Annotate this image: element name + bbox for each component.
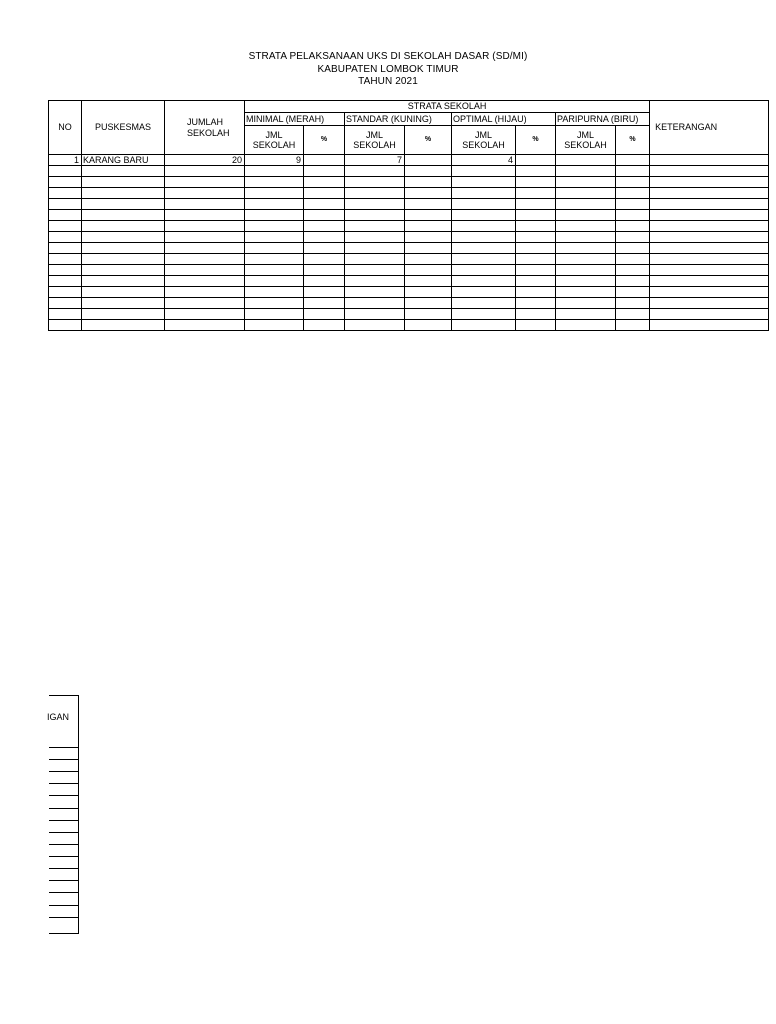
- row-optimal-pct: [516, 166, 556, 177]
- table-row: [49, 166, 769, 177]
- row-no: [49, 265, 82, 276]
- fragment-row-line: [49, 795, 78, 796]
- table-row: [49, 210, 769, 221]
- header-paripurna: PARIPURNA (BIRU): [557, 113, 639, 124]
- row-optimal-jml: [452, 166, 516, 177]
- row-paripurna-pct: [616, 320, 650, 331]
- row-standar-pct: [405, 254, 452, 265]
- row-jumlah-sekolah: [165, 265, 245, 276]
- row-jumlah-sekolah: 20: [165, 155, 245, 166]
- row-optimal-pct: [516, 276, 556, 287]
- row-jumlah-sekolah: [165, 232, 245, 243]
- row-optimal-jml: [452, 188, 516, 199]
- row-paripurna-pct: [616, 199, 650, 210]
- row-keterangan: [650, 210, 769, 221]
- row-standar-pct: [405, 276, 452, 287]
- table-row: [49, 232, 769, 243]
- row-minimal-pct: [304, 276, 345, 287]
- row-standar-jml: [345, 177, 405, 188]
- row-minimal-jml: [245, 320, 304, 331]
- row-jumlah-sekolah: [165, 177, 245, 188]
- row-jumlah-sekolah: [165, 188, 245, 199]
- row-minimal-pct: [304, 232, 345, 243]
- row-standar-jml: [345, 243, 405, 254]
- row-minimal-jml: 9: [245, 155, 304, 166]
- row-jumlah-sekolah: [165, 221, 245, 232]
- row-optimal-pct: [516, 243, 556, 254]
- row-optimal-jml: [452, 298, 516, 309]
- row-no: [49, 254, 82, 265]
- row-puskesmas: [82, 210, 165, 221]
- table-row: [49, 243, 769, 254]
- row-no: 1: [49, 155, 82, 166]
- strata-table: [48, 100, 769, 331]
- row-standar-pct: [405, 243, 452, 254]
- header-no: NO: [49, 101, 82, 155]
- row-no: [49, 210, 82, 221]
- table-row: [49, 309, 769, 320]
- row-paripurna-jml: [556, 254, 616, 265]
- row-standar-pct: [405, 298, 452, 309]
- fragment-row-line: [49, 832, 78, 833]
- row-standar-pct: [405, 199, 452, 210]
- row-optimal-jml: [452, 265, 516, 276]
- row-puskesmas: [82, 232, 165, 243]
- row-minimal-jml: [245, 199, 304, 210]
- row-paripurna-pct: [616, 210, 650, 221]
- row-keterangan: [650, 309, 769, 320]
- row-optimal-jml: [452, 232, 516, 243]
- row-optimal-pct: [516, 287, 556, 298]
- fragment-row-line: [49, 759, 78, 760]
- fragment-row-line: [49, 747, 78, 748]
- row-jumlah-sekolah: [165, 309, 245, 320]
- table-row: [49, 155, 769, 166]
- row-paripurna-pct: [616, 243, 650, 254]
- header-optimal-jml: JML SEKOLAH: [452, 126, 516, 155]
- row-optimal-jml: [452, 177, 516, 188]
- row-optimal-pct: [516, 254, 556, 265]
- row-standar-jml: [345, 221, 405, 232]
- row-minimal-jml: [245, 210, 304, 221]
- row-paripurna-pct: [616, 265, 650, 276]
- row-jumlah-sekolah: [165, 210, 245, 221]
- row-paripurna-jml: [556, 243, 616, 254]
- row-puskesmas: [82, 221, 165, 232]
- fragment-row-line: [49, 771, 78, 772]
- report-title: [0, 51, 776, 89]
- row-optimal-jml: [452, 210, 516, 221]
- row-minimal-pct: [304, 221, 345, 232]
- row-paripurna-jml: [556, 298, 616, 309]
- fragment-row-line: [49, 868, 78, 869]
- row-minimal-pct: [304, 254, 345, 265]
- table-row: [49, 276, 769, 287]
- row-optimal-pct: [516, 188, 556, 199]
- header-minimal-jml: JML SEKOLAH: [245, 126, 304, 155]
- row-keterangan: [650, 166, 769, 177]
- title-line-1: STRATA PELAKSANAAN UKS DI SEKOLAH DASAR (SD/MI): [248, 51, 528, 62]
- row-minimal-pct: [304, 155, 345, 166]
- title-line-2: KABUPATEN LOMBOK TIMUR: [317, 63, 459, 75]
- fragment-row-line: [49, 695, 78, 696]
- row-optimal-pct: [516, 232, 556, 243]
- row-optimal-jml: [452, 243, 516, 254]
- row-standar-pct: [405, 265, 452, 276]
- title-line-3: TAHUN 2021: [358, 76, 418, 87]
- row-puskesmas: [82, 188, 165, 199]
- table-row: [49, 177, 769, 188]
- row-optimal-jml: [452, 287, 516, 298]
- row-paripurna-jml: [556, 166, 616, 177]
- row-paripurna-jml: [556, 232, 616, 243]
- header-minimal: MINIMAL (MERAH): [246, 113, 325, 124]
- row-no: [49, 188, 82, 199]
- row-optimal-pct: [516, 155, 556, 166]
- row-no: [49, 287, 82, 298]
- table-row: [49, 199, 769, 210]
- row-paripurna-pct: [616, 276, 650, 287]
- row-puskesmas: [82, 309, 165, 320]
- row-minimal-pct: [304, 309, 345, 320]
- header-puskesmas: PUSKESMAS: [82, 101, 165, 155]
- row-no: [49, 309, 82, 320]
- header-optimal-pct: %: [516, 126, 556, 155]
- row-keterangan: [650, 243, 769, 254]
- row-no: [49, 199, 82, 210]
- row-no: [49, 243, 82, 254]
- fragment-row-line: [49, 905, 78, 906]
- row-keterangan: [650, 188, 769, 199]
- row-no: [49, 166, 82, 177]
- row-minimal-jml: [245, 276, 304, 287]
- strata-table-viewport: [48, 100, 718, 341]
- row-standar-pct: [405, 155, 452, 166]
- row-optimal-pct: [516, 221, 556, 232]
- row-paripurna-jml: [556, 188, 616, 199]
- row-minimal-jml: [245, 254, 304, 265]
- row-optimal-pct: [516, 298, 556, 309]
- keterangan-overflow-fragment: [49, 695, 79, 934]
- row-keterangan: [650, 265, 769, 276]
- row-keterangan: [650, 177, 769, 188]
- row-standar-jml: [345, 210, 405, 221]
- row-keterangan: [650, 298, 769, 309]
- row-no: [49, 221, 82, 232]
- row-keterangan: [650, 232, 769, 243]
- row-standar-jml: [345, 232, 405, 243]
- row-standar-jml: [345, 199, 405, 210]
- row-puskesmas: [82, 254, 165, 265]
- fragment-row-line: [49, 892, 78, 893]
- row-jumlah-sekolah: [165, 287, 245, 298]
- row-keterangan: [650, 254, 769, 265]
- row-no: [49, 320, 82, 331]
- row-minimal-jml: [245, 177, 304, 188]
- row-standar-jml: [345, 254, 405, 265]
- row-optimal-pct: [516, 320, 556, 331]
- row-paripurna-jml: [556, 221, 616, 232]
- fragment-row-line: [49, 933, 78, 934]
- header-optimal: OPTIMAL (HIJAU): [453, 113, 527, 124]
- table-row: [49, 287, 769, 298]
- row-optimal-jml: [452, 199, 516, 210]
- row-standar-jml: [345, 298, 405, 309]
- row-minimal-pct: [304, 177, 345, 188]
- row-paripurna-jml: [556, 265, 616, 276]
- row-optimal-pct: [516, 199, 556, 210]
- header-standar-pct: %: [405, 126, 452, 155]
- row-keterangan: [650, 320, 769, 331]
- fragment-row-line: [49, 808, 78, 809]
- row-standar-pct: [405, 309, 452, 320]
- table-row: [49, 221, 769, 232]
- row-minimal-pct: [304, 199, 345, 210]
- row-no: [49, 177, 82, 188]
- row-minimal-jml: [245, 243, 304, 254]
- row-paripurna-pct: [616, 309, 650, 320]
- fragment-row-line: [49, 917, 78, 918]
- row-minimal-jml: [245, 287, 304, 298]
- row-keterangan: [650, 199, 769, 210]
- row-optimal-jml: [452, 320, 516, 331]
- row-minimal-pct: [304, 265, 345, 276]
- row-standar-jml: 7: [345, 155, 405, 166]
- row-no: [49, 298, 82, 309]
- row-optimal-jml: [452, 276, 516, 287]
- row-minimal-pct: [304, 287, 345, 298]
- row-puskesmas: KARANG BARU: [82, 155, 165, 166]
- row-paripurna-pct: [616, 177, 650, 188]
- row-puskesmas: [82, 298, 165, 309]
- fragment-row-line: [49, 880, 78, 881]
- row-minimal-pct: [304, 298, 345, 309]
- row-standar-jml: [345, 188, 405, 199]
- row-puskesmas: [82, 166, 165, 177]
- header-standar: STANDAR (KUNING): [346, 113, 432, 124]
- row-paripurna-pct: [616, 254, 650, 265]
- row-standar-pct: [405, 188, 452, 199]
- row-minimal-jml: [245, 232, 304, 243]
- row-jumlah-sekolah: [165, 243, 245, 254]
- row-no: [49, 232, 82, 243]
- fragment-row-line: [49, 820, 78, 821]
- row-minimal-jml: [245, 298, 304, 309]
- row-puskesmas: [82, 287, 165, 298]
- fragment-row-line: [49, 783, 78, 784]
- row-keterangan: [650, 287, 769, 298]
- row-jumlah-sekolah: [165, 166, 245, 177]
- row-optimal-pct: [516, 265, 556, 276]
- row-paripurna-jml: [556, 287, 616, 298]
- row-paripurna-jml: [556, 155, 616, 166]
- table-row: [49, 265, 769, 276]
- row-puskesmas: [82, 320, 165, 331]
- row-paripurna-pct: [616, 166, 650, 177]
- header-jumlah-sekolah: JUMLAH SEKOLAH: [165, 101, 245, 155]
- row-minimal-jml: [245, 265, 304, 276]
- row-puskesmas: [82, 276, 165, 287]
- table-row: [49, 188, 769, 199]
- fragment-border: [78, 695, 79, 934]
- row-keterangan: [650, 221, 769, 232]
- row-paripurna-jml: [556, 320, 616, 331]
- row-puskesmas: [82, 265, 165, 276]
- header-standar-jml: JML SEKOLAH: [345, 126, 405, 155]
- row-paripurna-jml: [556, 177, 616, 188]
- row-standar-jml: [345, 265, 405, 276]
- row-standar-jml: [345, 276, 405, 287]
- row-standar-pct: [405, 232, 452, 243]
- row-minimal-pct: [304, 320, 345, 331]
- table-row: [49, 320, 769, 331]
- row-optimal-jml: [452, 309, 516, 320]
- keterangan-fragment-label: IGAN: [47, 712, 70, 722]
- row-no: [49, 276, 82, 287]
- row-standar-jml: [345, 287, 405, 298]
- row-minimal-pct: [304, 166, 345, 177]
- row-standar-jml: [345, 320, 405, 331]
- row-standar-pct: [405, 287, 452, 298]
- row-minimal-jml: [245, 309, 304, 320]
- header-strata-sekolah: STRATA SEKOLAH: [245, 101, 650, 113]
- row-puskesmas: [82, 199, 165, 210]
- row-standar-pct: [405, 221, 452, 232]
- fragment-row-line: [49, 844, 78, 845]
- row-paripurna-jml: [556, 309, 616, 320]
- row-jumlah-sekolah: [165, 254, 245, 265]
- row-minimal-pct: [304, 188, 345, 199]
- row-standar-pct: [405, 177, 452, 188]
- row-standar-jml: [345, 309, 405, 320]
- row-paripurna-pct: [616, 287, 650, 298]
- row-puskesmas: [82, 243, 165, 254]
- row-jumlah-sekolah: [165, 298, 245, 309]
- row-optimal-jml: [452, 221, 516, 232]
- row-optimal-pct: [516, 210, 556, 221]
- row-minimal-jml: [245, 221, 304, 232]
- row-minimal-jml: [245, 166, 304, 177]
- row-paripurna-pct: [616, 298, 650, 309]
- row-keterangan: [650, 155, 769, 166]
- row-minimal-pct: [304, 210, 345, 221]
- row-paripurna-jml: [556, 276, 616, 287]
- row-paripurna-jml: [556, 199, 616, 210]
- row-paripurna-pct: [616, 232, 650, 243]
- row-paripurna-pct: [616, 221, 650, 232]
- row-optimal-jml: [452, 254, 516, 265]
- table-row: [49, 254, 769, 265]
- row-jumlah-sekolah: [165, 276, 245, 287]
- row-standar-pct: [405, 320, 452, 331]
- row-paripurna-pct: [616, 188, 650, 199]
- row-minimal-jml: [245, 188, 304, 199]
- header-paripurna-jml: JML SEKOLAH: [556, 126, 616, 155]
- row-jumlah-sekolah: [165, 320, 245, 331]
- header-keterangan: KETERANGAN: [650, 101, 769, 155]
- header-minimal-pct: %: [304, 126, 345, 155]
- row-minimal-pct: [304, 243, 345, 254]
- row-keterangan: [650, 276, 769, 287]
- header-paripurna-pct: %: [616, 126, 650, 155]
- row-optimal-pct: [516, 309, 556, 320]
- row-paripurna-jml: [556, 210, 616, 221]
- row-optimal-pct: [516, 177, 556, 188]
- row-standar-pct: [405, 166, 452, 177]
- row-standar-pct: [405, 210, 452, 221]
- row-paripurna-pct: [616, 155, 650, 166]
- row-optimal-jml: 4: [452, 155, 516, 166]
- row-jumlah-sekolah: [165, 199, 245, 210]
- row-standar-jml: [345, 166, 405, 177]
- fragment-row-line: [49, 856, 78, 857]
- table-row: [49, 298, 769, 309]
- row-puskesmas: [82, 177, 165, 188]
